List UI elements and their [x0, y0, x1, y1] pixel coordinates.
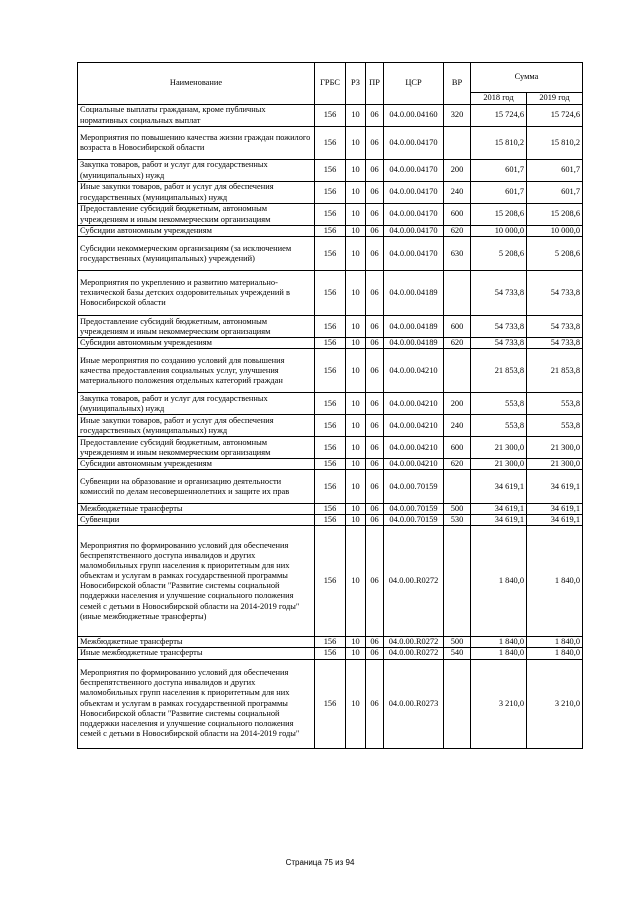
table-row [78, 226, 583, 237]
cell-csr: 04.0.00.70159 [384, 470, 444, 504]
cell-s2018: 21 853,8 [471, 349, 527, 393]
header-vr: ВР [444, 63, 471, 105]
cell-grbs: 156 [315, 182, 346, 204]
cell-csr: 04.0.00.R0272 [384, 526, 444, 637]
cell-s2018: 1 840,0 [471, 637, 527, 648]
cell-pr: 06 [366, 316, 384, 338]
cell-grbs: 156 [315, 204, 346, 226]
table-row [78, 659, 583, 748]
cell-name: Иные закупки товаров, работ и услуг для обеспечения государственных (муниципальных) нужд [78, 415, 315, 437]
cell-s2019: 3 210,0 [527, 659, 583, 748]
cell-grbs: 156 [315, 637, 346, 648]
cell-rz: 10 [346, 648, 366, 659]
cell-rz: 10 [346, 127, 366, 160]
cell-rz: 10 [346, 393, 366, 415]
cell-name: Субсидии автономным учреждениям [78, 459, 315, 470]
cell-s2019: 15 810,2 [527, 127, 583, 160]
cell-s2019: 34 619,1 [527, 504, 583, 515]
header-name: Наименование [78, 63, 315, 105]
table-row [78, 127, 583, 160]
cell-pr: 06 [366, 105, 384, 127]
cell-s2019: 553,8 [527, 393, 583, 415]
cell-rz: 10 [346, 349, 366, 393]
header-year-2018: 2018 год [471, 93, 527, 105]
cell-s2019: 34 619,1 [527, 515, 583, 526]
cell-s2019: 1 840,0 [527, 526, 583, 637]
cell-pr: 06 [366, 160, 384, 182]
cell-name: Субвенции на образование и организацию деятельности комиссий по делам несовершеннолетних и защите их прав [78, 470, 315, 504]
header-year-2019: 2019 год [527, 93, 583, 105]
cell-csr: 04.0.00.04189 [384, 271, 444, 316]
table-row [78, 515, 583, 526]
cell-grbs: 156 [315, 237, 346, 271]
cell-name: Иные межбюджетные трансферты [78, 648, 315, 659]
cell-name: Иные мероприятия по созданию условий для повышения качества предоставления социальных услуг, улучшения материального положения отдельных категорий граждан [78, 349, 315, 393]
cell-vr: 620 [444, 338, 471, 349]
table-body [78, 105, 583, 749]
cell-s2018: 15 208,6 [471, 204, 527, 226]
cell-rz: 10 [346, 226, 366, 237]
cell-name: Субвенции [78, 515, 315, 526]
cell-name: Предоставление субсидий бюджетным, автономным учреждениям и иным некоммерческим организациям [78, 437, 315, 459]
cell-rz: 10 [346, 160, 366, 182]
cell-s2018: 601,7 [471, 160, 527, 182]
table-row [78, 316, 583, 338]
cell-vr: 200 [444, 160, 471, 182]
cell-pr: 06 [366, 204, 384, 226]
cell-grbs: 156 [315, 160, 346, 182]
header-sum: Сумма [471, 63, 583, 93]
cell-s2018: 1 840,0 [471, 526, 527, 637]
cell-grbs: 156 [315, 470, 346, 504]
cell-pr: 06 [366, 526, 384, 637]
cell-s2019: 54 733,8 [527, 338, 583, 349]
cell-name: Предоставление субсидий бюджетным, автономным учреждениям и иным некоммерческим организациям [78, 204, 315, 226]
cell-s2019: 601,7 [527, 182, 583, 204]
cell-vr: 600 [444, 437, 471, 459]
cell-s2019: 1 840,0 [527, 648, 583, 659]
cell-grbs: 156 [315, 526, 346, 637]
cell-vr: 500 [444, 637, 471, 648]
cell-grbs: 156 [315, 105, 346, 127]
cell-s2018: 34 619,1 [471, 504, 527, 515]
cell-rz: 10 [346, 237, 366, 271]
cell-pr: 06 [366, 271, 384, 316]
cell-grbs: 156 [315, 459, 346, 470]
cell-name: Закупка товаров, работ и услуг для государственных (муниципальных) нужд [78, 393, 315, 415]
cell-pr: 06 [366, 659, 384, 748]
cell-csr: 04.0.00.R0272 [384, 637, 444, 648]
cell-name: Субсидии автономным учреждениям [78, 338, 315, 349]
cell-s2018: 34 619,1 [471, 515, 527, 526]
cell-csr: 04.0.00.04170 [384, 237, 444, 271]
cell-grbs: 156 [315, 437, 346, 459]
cell-csr: 04.0.00.70159 [384, 504, 444, 515]
header-pr: ПР [366, 63, 384, 105]
cell-pr: 06 [366, 504, 384, 515]
cell-grbs: 156 [315, 226, 346, 237]
cell-pr: 06 [366, 226, 384, 237]
cell-s2019: 54 733,8 [527, 316, 583, 338]
header-csr: ЦСР [384, 63, 444, 105]
cell-csr: 04.0.00.04160 [384, 105, 444, 127]
cell-s2018: 34 619,1 [471, 470, 527, 504]
cell-vr [444, 470, 471, 504]
cell-csr: 04.0.00.R0272 [384, 648, 444, 659]
header-rz: РЗ [346, 63, 366, 105]
cell-vr: 540 [444, 648, 471, 659]
cell-vr: 200 [444, 393, 471, 415]
cell-pr: 06 [366, 338, 384, 349]
cell-pr: 06 [366, 415, 384, 437]
cell-s2019: 21 853,8 [527, 349, 583, 393]
cell-pr: 06 [366, 459, 384, 470]
cell-grbs: 156 [315, 648, 346, 659]
cell-rz: 10 [346, 182, 366, 204]
cell-s2018: 54 733,8 [471, 271, 527, 316]
cell-grbs: 156 [315, 271, 346, 316]
cell-pr: 06 [366, 437, 384, 459]
cell-csr: 04.0.00.04170 [384, 204, 444, 226]
cell-vr: 600 [444, 316, 471, 338]
table-row [78, 160, 583, 182]
table-row [78, 393, 583, 415]
cell-name: Иные закупки товаров, работ и услуг для обеспечения государственных (муниципальных) нужд [78, 182, 315, 204]
page-number: Страница 75 из 94 [285, 858, 355, 867]
cell-csr: 04.0.00.04189 [384, 316, 444, 338]
cell-name: Мероприятия по повышению качества жизни граждан пожилого возраста в Новосибирской области [78, 127, 315, 160]
table-row [78, 648, 583, 659]
cell-pr: 06 [366, 637, 384, 648]
cell-vr: 620 [444, 226, 471, 237]
cell-s2019: 1 840,0 [527, 637, 583, 648]
cell-s2018: 601,7 [471, 182, 527, 204]
table-row [78, 182, 583, 204]
cell-pr: 06 [366, 470, 384, 504]
table-row [78, 470, 583, 504]
cell-s2019: 553,8 [527, 415, 583, 437]
cell-csr: 04.0.00.04170 [384, 127, 444, 160]
cell-s2019: 5 208,6 [527, 237, 583, 271]
cell-grbs: 156 [315, 659, 346, 748]
cell-s2018: 21 300,0 [471, 437, 527, 459]
table-row [78, 415, 583, 437]
cell-csr: 04.0.00.04170 [384, 226, 444, 237]
cell-rz: 10 [346, 526, 366, 637]
cell-name: Мероприятия по укреплению и развитию материально-технической базы детских оздоровительных учреждений в Новосибирской области [78, 271, 315, 316]
cell-s2019: 15 208,6 [527, 204, 583, 226]
cell-vr [444, 127, 471, 160]
cell-rz: 10 [346, 515, 366, 526]
cell-pr: 06 [366, 648, 384, 659]
table-row [78, 237, 583, 271]
cell-name: Закупка товаров, работ и услуг для государственных (муниципальных) нужд [78, 160, 315, 182]
cell-s2018: 15 810,2 [471, 127, 527, 160]
cell-s2018: 54 733,8 [471, 338, 527, 349]
table-row [78, 437, 583, 459]
cell-csr: 04.0.00.R0273 [384, 659, 444, 748]
cell-s2018: 21 300,0 [471, 459, 527, 470]
cell-s2018: 553,8 [471, 393, 527, 415]
cell-vr: 630 [444, 237, 471, 271]
cell-grbs: 156 [315, 515, 346, 526]
cell-s2018: 5 208,6 [471, 237, 527, 271]
cell-name: Межбюджетные трансферты [78, 504, 315, 515]
cell-grbs: 156 [315, 127, 346, 160]
cell-grbs: 156 [315, 316, 346, 338]
cell-name: Субсидии некоммерческим организациям (за исключением государственных (муниципальных) учреждений) [78, 237, 315, 271]
cell-pr: 06 [366, 237, 384, 271]
cell-csr: 04.0.00.04210 [384, 415, 444, 437]
cell-s2019: 54 733,8 [527, 271, 583, 316]
cell-rz: 10 [346, 271, 366, 316]
cell-pr: 06 [366, 182, 384, 204]
cell-csr: 04.0.00.04170 [384, 182, 444, 204]
cell-rz: 10 [346, 459, 366, 470]
cell-csr: 04.0.00.04210 [384, 437, 444, 459]
table-row [78, 349, 583, 393]
cell-vr: 500 [444, 504, 471, 515]
cell-csr: 04.0.00.04210 [384, 349, 444, 393]
cell-vr [444, 659, 471, 748]
cell-grbs: 156 [315, 393, 346, 415]
cell-s2019: 15 724,6 [527, 105, 583, 127]
budget-table [77, 62, 583, 749]
cell-csr: 04.0.00.04210 [384, 393, 444, 415]
cell-s2018: 1 840,0 [471, 648, 527, 659]
table-row [78, 105, 583, 127]
table-row [78, 271, 583, 316]
cell-name: Социальные выплаты гражданам, кроме публичных нормативных социальных выплат [78, 105, 315, 127]
cell-rz: 10 [346, 204, 366, 226]
cell-pr: 06 [366, 127, 384, 160]
cell-s2019: 34 619,1 [527, 470, 583, 504]
cell-csr: 04.0.00.04210 [384, 459, 444, 470]
cell-rz: 10 [346, 338, 366, 349]
cell-vr: 620 [444, 459, 471, 470]
cell-s2018: 3 210,0 [471, 659, 527, 748]
cell-csr: 04.0.00.70159 [384, 515, 444, 526]
cell-grbs: 156 [315, 349, 346, 393]
cell-s2018: 15 724,6 [471, 105, 527, 127]
table-row [78, 459, 583, 470]
cell-s2019: 601,7 [527, 160, 583, 182]
cell-rz: 10 [346, 415, 366, 437]
cell-name: Предоставление субсидий бюджетным, автономным учреждениям и иным некоммерческим организациям [78, 316, 315, 338]
cell-pr: 06 [366, 515, 384, 526]
cell-vr: 530 [444, 515, 471, 526]
header-grbs: ГРБС [315, 63, 346, 105]
cell-vr: 600 [444, 204, 471, 226]
cell-vr: 320 [444, 105, 471, 127]
cell-rz: 10 [346, 316, 366, 338]
table-row [78, 526, 583, 637]
cell-s2019: 21 300,0 [527, 459, 583, 470]
cell-rz: 10 [346, 470, 366, 504]
cell-pr: 06 [366, 349, 384, 393]
cell-rz: 10 [346, 504, 366, 515]
cell-vr [444, 271, 471, 316]
table-row [78, 204, 583, 226]
cell-pr: 06 [366, 393, 384, 415]
cell-name: Мероприятия по формированию условий для обеспечения беспрепятственного доступа инвалидов и других маломобильных групп населения к приоритетным для них объектам и услугам в рамках государственной программы Новосибирской области "Развитие системы социальной поддержки населения и улучшение социального положения семей с детьми в Новосибирской области на 2014-2019 годы" (иные межбюджетные трансферты) [78, 526, 315, 637]
cell-vr: 240 [444, 415, 471, 437]
cell-name: Мероприятия по формированию условий для обеспечения беспрепятственного доступа инвалидов и других маломобильных групп населения к приоритетным для них объектам и услугам в рамках государственной программы Новосибирской области "Развитие системы социальной поддержки населения и улучшение социального положения семей с детьми в Новосибирской области на 2014-2019 годы" [78, 659, 315, 748]
cell-grbs: 156 [315, 504, 346, 515]
cell-s2018: 10 000,0 [471, 226, 527, 237]
cell-rz: 10 [346, 437, 366, 459]
table-row [78, 338, 583, 349]
cell-rz: 10 [346, 659, 366, 748]
cell-s2018: 54 733,8 [471, 316, 527, 338]
cell-csr: 04.0.00.04189 [384, 338, 444, 349]
cell-grbs: 156 [315, 415, 346, 437]
cell-grbs: 156 [315, 338, 346, 349]
cell-name: Субсидии автономным учреждениям [78, 226, 315, 237]
cell-s2019: 10 000,0 [527, 226, 583, 237]
cell-rz: 10 [346, 637, 366, 648]
cell-csr: 04.0.00.04170 [384, 160, 444, 182]
cell-name: Межбюджетные трансферты [78, 637, 315, 648]
cell-rz: 10 [346, 105, 366, 127]
cell-vr [444, 349, 471, 393]
cell-vr [444, 526, 471, 637]
cell-s2019: 21 300,0 [527, 437, 583, 459]
table-row [78, 637, 583, 648]
cell-vr: 240 [444, 182, 471, 204]
cell-s2018: 553,8 [471, 415, 527, 437]
table-row [78, 504, 583, 515]
